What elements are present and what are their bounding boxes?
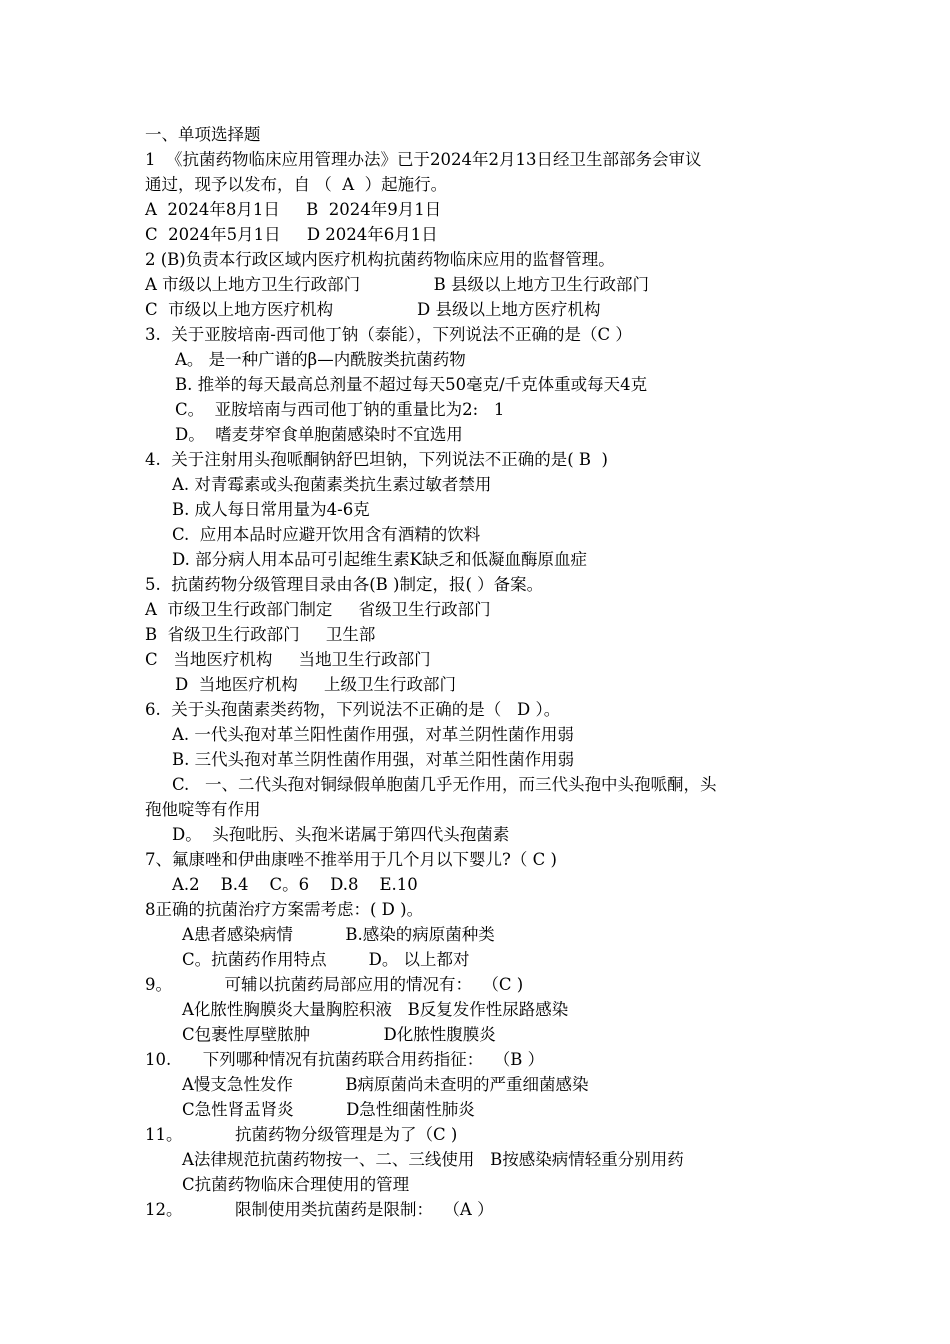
- text-line: C 当地医疗机构 当地卫生行政部门: [145, 650, 431, 669]
- text-line: 4. 关于注射用头孢哌酮钠舒巴坦钠，下列说法不正确的是( B ): [145, 450, 608, 469]
- text-line: C 2024年5月1日 D 2024年6月1日: [145, 225, 438, 244]
- text-line: C包裹性厚壁脓肿 D化脓性腹膜炎: [182, 1025, 496, 1044]
- text-line: 7、氟康唑和伊曲康唑不推举用于几个月以下婴儿?（ C ): [145, 850, 557, 869]
- text-line: A. 对青霉素或头孢菌素类抗生素过敏者禁用: [172, 475, 492, 494]
- text-line: A患者感染病情 B.感染的病原菌种类: [182, 925, 495, 944]
- text-line: C急性肾盂肾炎 D急性细菌性肺炎: [182, 1100, 475, 1119]
- text-line: A 市级卫生行政部门制定 省级卫生行政部门: [145, 600, 491, 619]
- text-line: D 当地医疗机构 上级卫生行政部门: [175, 675, 456, 694]
- text-line: C。 亚胺培南与西司他丁钠的重量比为2: 1: [175, 400, 505, 419]
- text-line: A化脓性胸膜炎大量胸腔积液 B反复发作性尿路感染: [182, 1000, 569, 1019]
- text-line: B 省级卫生行政部门 卫生部: [145, 625, 376, 644]
- text-line: A。 是一种广谱的β—内酰胺类抗菌药物: [175, 350, 466, 369]
- text-line: 3. 关于亚胺培南-西司他丁钠（泰能），下列说法不正确的是（C ）: [145, 325, 632, 344]
- text-line: D。 嗜麦芽窄食单胞菌感染时不宜选用: [175, 425, 463, 444]
- text-line: D。 头孢吡肟、头孢米诺属于第四代头孢菌素: [172, 825, 510, 844]
- text-line: 12。 限制使用类抗菌药是限制： （A ）: [145, 1200, 494, 1219]
- text-line: 11。 抗菌药物分级管理是为了（C ): [145, 1125, 458, 1144]
- text-line: 通过，现予以发布，自 （ A ）起施行。: [145, 175, 448, 194]
- text-line: A法律规范抗菌药物按一、二、三线使用 B按感染病情轻重分别用药: [182, 1150, 684, 1169]
- text-line: 10. 下列哪种情况有抗菌药联合用药指征： （B ）: [145, 1050, 545, 1069]
- text-line: D. 部分病人用本品可引起维生素K缺乏和低凝血酶原血症: [172, 550, 587, 569]
- text-line: 9。 可辅以抗菌药局部应用的情况有： （C ): [145, 975, 524, 994]
- text-line: 孢他啶等有作用: [145, 800, 261, 819]
- text-line: C抗菌药物临床合理使用的管理: [182, 1175, 410, 1194]
- text-line: 2 (B)负责本行政区域内医疗机构抗菌药物临床应用的监督管理。: [145, 250, 615, 269]
- text-line: C 市级以上地方医疗机构 D 县级以上地方医疗机构: [145, 300, 601, 319]
- text-line: 5. 抗菌药物分级管理目录由各(B )制定，报( ）备案。: [145, 575, 544, 594]
- text-line: C. 一、二代头孢对铜绿假单胞菌几乎无作用，而三代头孢中头孢哌酮，头: [172, 775, 717, 794]
- text-line: 1 《抗菌药物临床应用管理办法》已于2024年2月13日经卫生部部务会审议: [145, 150, 702, 169]
- text-line: B. 成人每日常用量为4-6克: [172, 500, 370, 519]
- text-line: C. 应用本品时应避开饮用含有酒精的饮料: [172, 525, 481, 544]
- text-line: A 市级以上地方卫生行政部门 B 县级以上地方卫生行政部门: [145, 275, 649, 294]
- text-line: C。抗菌药作用特点 D。 以上都对: [182, 950, 470, 969]
- text-line: B. 三代头孢对革兰阴性菌作用强，对革兰阳性菌作用弱: [172, 750, 575, 769]
- text-line: 6. 关于头孢菌素类药物，下列说法不正确的是（ D ）。: [145, 700, 561, 719]
- section-title: 一、单项选择题: [145, 125, 261, 144]
- text-line: 8正确的抗菌治疗方案需考虑：( D )。: [145, 900, 424, 919]
- text-line: A慢支急性发作 B病原菌尚未查明的严重细菌感染: [182, 1075, 589, 1094]
- text-line: A.2 B.4 C。6 D.8 E.10: [172, 875, 418, 894]
- text-line: B. 推举的每天最高总剂量不超过每天50毫克/千克体重或每天4克: [175, 375, 648, 394]
- text-line: A. 一代头孢对革兰阳性菌作用强，对革兰阴性菌作用弱: [172, 725, 574, 744]
- text-line: A 2024年8月1日 B 2024年9月1日: [145, 200, 442, 219]
